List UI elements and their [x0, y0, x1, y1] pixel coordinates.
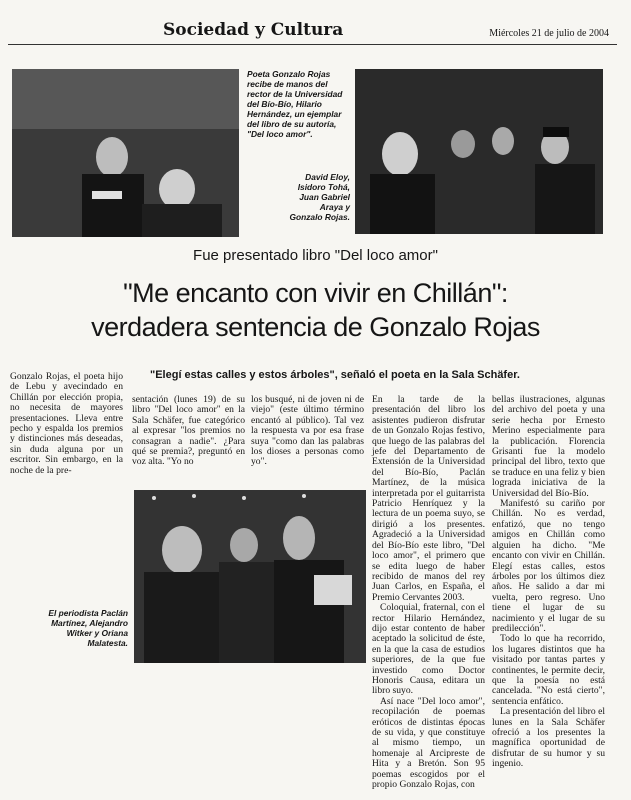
headline-line-1: "Me encanto con vivir en Chillán":	[123, 278, 508, 308]
column-4-paragraph-3: Así nace "Del loco amor", recopilación de poemas eróticos de distintas épocas de su vida, y que constituye al mismo tiempo, un homenaje al Arcipreste de Hita y a Bretón. Son 95 poemas escogidos por el propio Gonzalo Rojas, con	[372, 695, 485, 791]
photo-group	[355, 69, 603, 234]
publication-date: Miércoles 21 de julio de 2004	[489, 28, 609, 39]
caption-group: David Eloy, Isidoro Tohá, Juan Gabriel Araya y Gonzalo Rojas.	[289, 172, 350, 222]
column-5-paragraph-1: bellas ilustraciones, algunas del archivo del poeta y una serie hecha por Ernesto Merino especialmente para la publicación. Florencia Grisanti fue la modelo principal del libro, texto que se traduce en una feliz y bien lograda iniciativa de la Universidad del Bío-Bío.	[492, 394, 605, 499]
column-1-text: Gonzalo Rojas, el poeta hijo de Lebu y avecindado en Chillán por elección propia, no necesita de mayores presentaciones. Lleva entre pecho y espalda los premios y distinciones más deseadas, sin duda alguna por un escritor. Sin embargo, en la noche de la pre-	[10, 371, 123, 476]
column-5-paragraph-3: Todo lo que ha recorrido, los lugares distintos que ha visitado por tantas partes y continentes, le permite decir, que la poesía no está cancelada. "No está cierto", sentencia enfático.	[492, 633, 605, 707]
headline-line-2: verdadera sentencia de Gonzalo Rojas	[91, 312, 540, 342]
column-3-text: los busqué, ni de joven ni de viejo" (este último término encantó al público). Tal vez la respuesta va por esa frase suya "como dan las palabras los dioses a personas como yo".	[251, 394, 364, 468]
article-deck: "Elegí estas calles y estos árboles", señaló el poeta en la Sala Schäfer.	[150, 369, 520, 381]
header-rule	[8, 44, 617, 45]
caption-award: Poeta Gonzalo Rojas recibe de manos del rector de la Universidad del Bío-Bío, Hilario Hernández, un ejemplar del libro de su autoría, "Del loco amor".	[247, 69, 343, 139]
column-5-paragraph-4: La presentación del libro el lunes en la Sala Schäfer ofreció a los presentes la magnífica oportunidad de disfrutar de su humor y su ingenio.	[492, 706, 605, 770]
column-2	[132, 395, 245, 468]
photo-panel	[134, 490, 366, 663]
article-kicker: Fue presentado libro "Del loco amor"	[193, 247, 438, 264]
column-5-paragraph-2: Manifestó su cariño por Chillán. No es verdad, enfatizó, que no tengo amigos en Chillán como alguien ha dicho. "Me encanto con vivir en Chillán. Elegí estas calles, estos árboles por los últimos diez años. He salido a dar mi vuelta, pero regreso. Uno tiene el lugar de su nacimiento y el lugar de su predilección".	[492, 498, 605, 634]
column-4	[372, 395, 485, 790]
column-4-paragraph-2: Coloquial, fraternal, con el rector Hilario Hernández, dijo estar contento de haber aceptado la solicitud de éste, en la que la casa de estudios superiores, de la que fue investido como Doctor Honoris Causa, editara un libro suyo.	[372, 602, 485, 697]
photo-award	[12, 69, 239, 237]
column-2-text: sentación (lunes 19) de su libro "Del loco amor" en la Sala Schäfer, fue categórico al expresar "los premios no consagran a nadie". ¿Para qué se premia?, preguntó en voz alta. "Yo no	[132, 394, 245, 468]
caption-panel: El periodista Paclán Martínez, Alejandro Witker y Oriana Malatesta.	[48, 608, 128, 648]
column-1	[10, 372, 123, 476]
column-4-paragraph-1: En la tarde de la presentación del libro los asistentes pudieron disfrutar de un Gonzalo Rojas festivo, que luego de las palabras del jefe del Departamento de Extensión de la Universidad del Bío-Bío, Paclán Martínez, de la música interpretada por el guitarrista Patricio Henríquez y la lectura de un poema suyo, se dirigió a los presentes. Agradeció a la Universidad del Bío-Bío este libro, "Del loco amor", el primero que se edita luego de haber recibido de manos del rey Juan Carlos, en España, el Premio Cervantes 2003.	[372, 394, 485, 603]
section-title: Sociedad y Cultura	[163, 20, 344, 40]
column-5	[492, 395, 605, 770]
column-3	[251, 395, 364, 468]
